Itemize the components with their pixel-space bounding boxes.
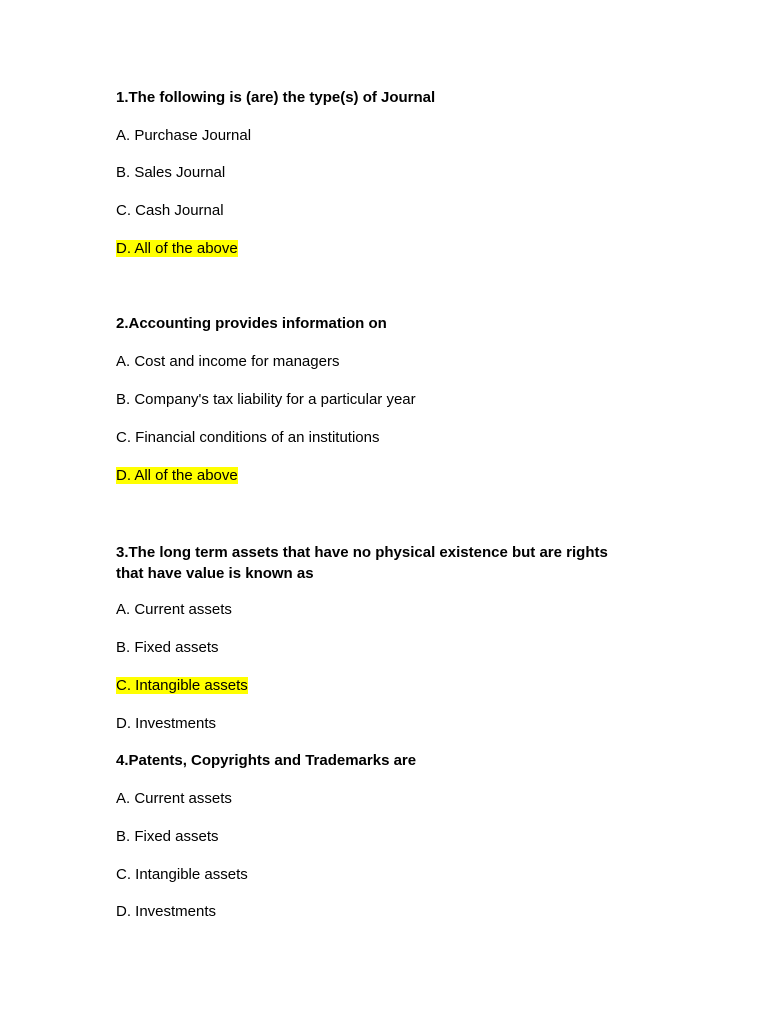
question-1-option-c: C. Cash Journal: [116, 202, 224, 219]
question-1-option-a: A. Purchase Journal: [116, 127, 252, 144]
question-4-option-a: A. Current assets: [116, 790, 232, 807]
question-4-option-d: D. Investments: [116, 903, 217, 920]
question-2-text: 2.Accounting provides information on: [116, 315, 387, 332]
question-2-option-d: [116, 466, 238, 486]
question-3-option-a: A. Current assets: [116, 601, 232, 618]
question-3-option-d: D. Investments: [116, 715, 217, 732]
question-3-option-b: B. Fixed assets: [116, 639, 219, 656]
question-3-option-c: [116, 676, 248, 696]
question-1-option-b: B. Sales Journal: [116, 164, 226, 181]
answer-highlight: D. All of the above: [116, 240, 238, 257]
question-3-text: 3.The long term assets that have no physical existence but are rights that have value is known as: [116, 544, 608, 582]
question-4-option-b: B. Fixed assets: [116, 828, 219, 845]
question-1-text: 1.The following is (are) the type(s) of Journal: [116, 89, 436, 106]
question-4-option-c: C. Intangible assets: [116, 866, 248, 883]
question-2-option-c: C. Financial conditions of an institutions: [116, 429, 380, 446]
question-2-option-a: A. Cost and income for managers: [116, 353, 340, 370]
question-4-text: 4.Patents, Copyrights and Trademarks are: [116, 752, 417, 769]
question-1-option-d: [116, 239, 238, 259]
answer-highlight: D. All of the above: [116, 467, 238, 484]
question-2-option-b: B. Company's tax liability for a particular year: [116, 391, 416, 408]
answer-highlight: C. Intangible assets: [116, 677, 248, 694]
